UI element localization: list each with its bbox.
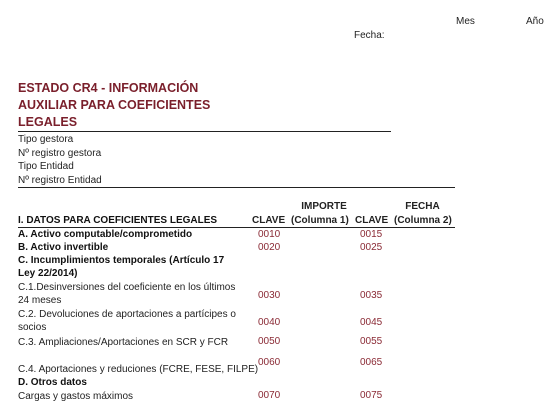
row-b-code1: 0020 xyxy=(258,242,281,253)
section-title: I. DATOS PARA COEFICIENTES LEGALES xyxy=(18,215,218,226)
title-divider xyxy=(18,131,391,132)
row-c2-label2: socios xyxy=(18,322,47,333)
col1-header: (Columna 1) xyxy=(291,215,349,226)
row-cargas-code2: 0075 xyxy=(360,390,383,401)
row-d-label: D. Otros datos xyxy=(18,377,87,388)
row-c3-code1: 0050 xyxy=(258,336,281,347)
year-label: Año xyxy=(526,16,544,27)
row-c-label: C. Incumplimientos temporales (Artículo 17 xyxy=(18,255,225,266)
row-c4-label: C.4. Aportaciones y reduciones (FCRE, FESE, FILPE) xyxy=(18,364,259,375)
row-c1-label: C.1.Desinversiones del coeficiente en los últimos xyxy=(18,282,236,293)
fecha-header: FECHA xyxy=(405,201,440,212)
field-registro-entidad: Nº registro Entidad xyxy=(18,175,102,186)
row-c4-code1: 0060 xyxy=(258,357,281,368)
row-c4-code2: 0065 xyxy=(360,357,383,368)
row-c3-code2: 0055 xyxy=(360,336,383,347)
form-title xyxy=(18,80,210,131)
row-a-label: A. Activo computable/comprometido xyxy=(18,229,193,240)
row-cargas-label: Cargas y gastos máximos xyxy=(18,391,134,402)
row-c-label2: Ley 22/2014) xyxy=(18,268,78,279)
col2-header: (Columna 2) xyxy=(394,215,452,226)
row-c1-label2: 24 meses xyxy=(18,295,62,306)
form-title-line1: ESTADO CR4 - INFORMACIÓN xyxy=(18,81,199,95)
row-c1-code2: 0035 xyxy=(360,290,383,301)
clave1-header: CLAVE xyxy=(252,215,286,226)
row-a-code1: 0010 xyxy=(258,229,281,240)
field-registro-gestora: Nº registro gestora xyxy=(18,148,102,159)
info-divider xyxy=(18,187,455,188)
date-label: Fecha: xyxy=(354,30,385,41)
form-title-line2: AUXILIAR PARA COEFICIENTES xyxy=(18,98,211,112)
row-c3-label: C.3. Ampliaciones/Aportaciones en SCR y FCR xyxy=(18,337,229,348)
row-c2-code2: 0045 xyxy=(360,317,383,328)
row-b-label: B. Activo invertible xyxy=(18,242,109,253)
section-divider xyxy=(18,227,455,228)
row-a-code2: 0015 xyxy=(360,229,383,240)
row-c2-code1: 0040 xyxy=(258,317,281,328)
field-tipo-gestora: Tipo gestora xyxy=(18,134,74,145)
field-tipo-entidad: Tipo Entidad xyxy=(18,161,74,172)
importe-header: IMPORTE xyxy=(301,201,347,212)
row-cargas-code1: 0070 xyxy=(258,390,281,401)
row-c1-code1: 0030 xyxy=(258,290,281,301)
row-b-code2: 0025 xyxy=(360,242,383,253)
month-label: Mes xyxy=(456,16,475,27)
row-c2-label: C.2. Devoluciones de aportaciones a partícipes o xyxy=(18,309,236,320)
clave2-header: CLAVE xyxy=(355,215,389,226)
form-title-line3: LEGALES xyxy=(18,115,78,129)
